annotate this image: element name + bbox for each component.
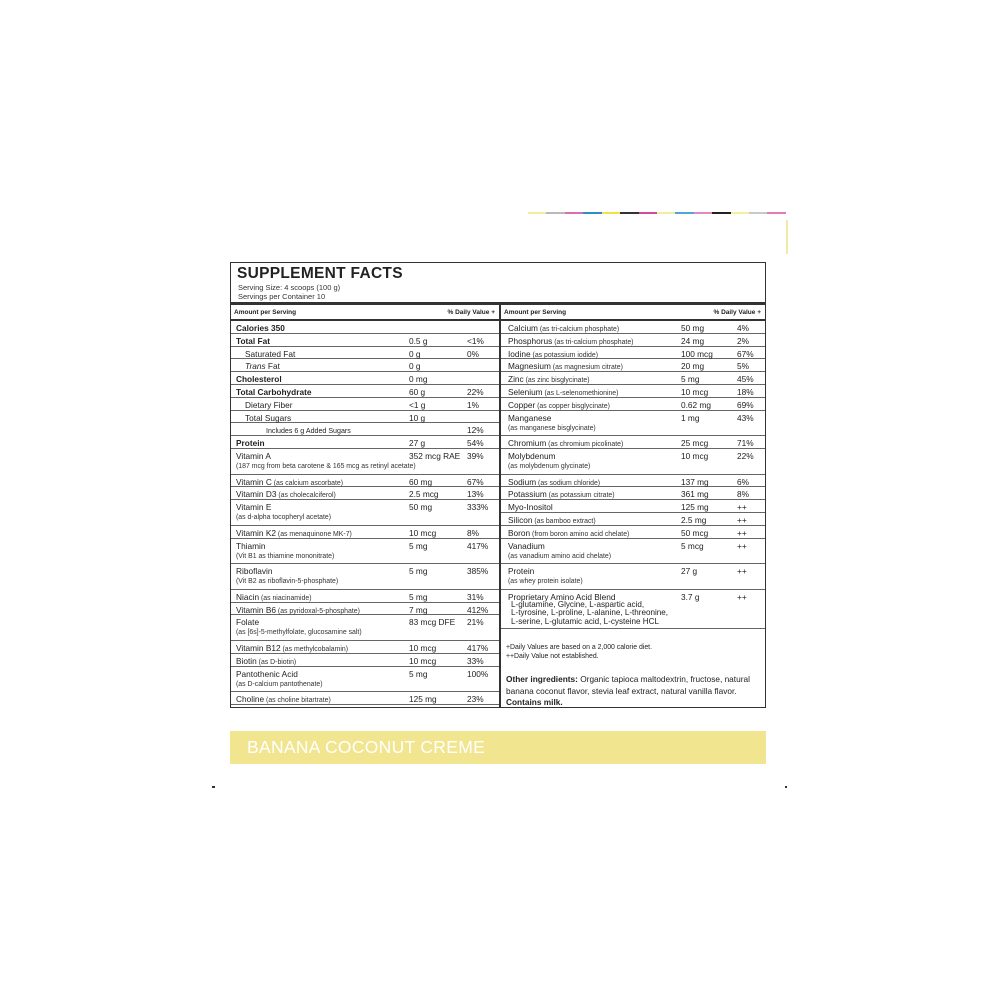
- nutrient-daily-value: 417%: [467, 540, 489, 551]
- nutrient-name: [236, 694, 331, 704]
- nutrient-daily-value: 67%: [467, 476, 484, 487]
- nutrient-source: (as cholecalciferol): [276, 492, 336, 500]
- nutrient-label: Magnesium: [508, 361, 551, 372]
- nutrient-row: [231, 321, 499, 334]
- nutrient-name: [236, 502, 271, 512]
- nutrient-label: Calcium: [508, 323, 538, 333]
- nutrient-name: [266, 425, 351, 435]
- nutrient-row: [231, 411, 499, 424]
- nutrient-amount: 5 mg: [681, 374, 700, 385]
- nutrient-amount: 27 g: [409, 438, 426, 449]
- nutrient-source: (as potassium iodide): [530, 351, 599, 359]
- nutrient-label: Vanadium: [508, 540, 545, 551]
- nutrient-daily-value: 8%: [467, 527, 479, 538]
- nutrient-row: [501, 372, 765, 385]
- nutrient-label: Pantothenic Acid: [236, 668, 298, 679]
- nutrient-label: Iodine: [508, 348, 531, 359]
- nutrient-label: Choline: [236, 694, 265, 705]
- nutrient-daily-value: 71%: [737, 438, 754, 449]
- nutrient-label: Chromium: [508, 438, 547, 449]
- nutrient-label: Phosphorus: [508, 335, 553, 346]
- nutrient-label: Manganese: [508, 412, 552, 423]
- nutrient-amount: 24 mg: [681, 335, 705, 346]
- nutrient-row: [501, 321, 765, 334]
- nutrient-source: (as L-selenomethionine): [542, 389, 619, 397]
- nutrient-source: (from boron amino acid chelate): [530, 530, 630, 538]
- nutrient-amount: 50 mg: [409, 502, 433, 513]
- nutrient-label: Proprietary Amino Acid Blend: [508, 591, 616, 602]
- flavor-name: BANANA COCONUT CREME: [247, 737, 486, 757]
- daily-value-notes: [506, 643, 764, 662]
- panel-title: SUPPLEMENT FACTS: [237, 265, 403, 282]
- nutrient-source: (as niacinamide): [259, 594, 312, 602]
- nutrient-source: (as manganese bisglycinate): [508, 424, 596, 432]
- nutrient-row: [231, 590, 499, 603]
- nutrient-amount: 2.5 mg: [681, 514, 707, 525]
- nutrient-source: (as potassium citrate): [546, 492, 615, 500]
- nutrient-source: (as methylcobalamin): [280, 645, 348, 653]
- nutrient-daily-value: 67%: [737, 348, 754, 359]
- nutrient-source: (as copper bisglycinate): [535, 402, 610, 410]
- nutrient-daily-value: 33%: [467, 655, 484, 666]
- flavor-banner: [230, 731, 766, 764]
- nutrient-name: [236, 323, 285, 333]
- nutrient-row: [501, 539, 765, 565]
- nutrient-row: [501, 436, 765, 449]
- amount-per-serving-label: Amount per Serving: [234, 309, 297, 316]
- nutrient-label: Molybdenum: [508, 450, 556, 461]
- blend-ingredient-line: L-serine, L-glutamic acid, L-cysteine HCL: [511, 616, 659, 626]
- nutrient-row: [231, 436, 499, 449]
- nutrient-label: Vitamin K2: [236, 527, 276, 538]
- nutrient-daily-value: 31%: [467, 591, 484, 602]
- nutrient-row: [231, 667, 499, 693]
- nutrient-amount: 5 mg: [409, 591, 428, 602]
- supplement-facts-panel: [230, 262, 766, 708]
- nutrient-amount: 100 mcg: [681, 348, 713, 359]
- nutrient-name: [236, 617, 259, 627]
- servings-per-container: Servings per Container 10: [238, 292, 326, 301]
- other-ingredients-text: Organic tapioca maltodextrin, fructose, natural banana coconut flavor, stevia leaf extract, natural vanilla flavor.: [506, 674, 750, 696]
- nutrient-amount: 10 mcg: [409, 642, 437, 653]
- nutrient-row: [231, 654, 499, 667]
- nutrient-label: Calories 350: [236, 323, 285, 333]
- nutrient-amount: 3.7 g: [681, 591, 700, 602]
- nutrient-row: [231, 423, 499, 436]
- nutrient-name: [236, 541, 266, 551]
- nutrient-daily-value: 13%: [467, 489, 484, 500]
- nutrient-name: [236, 656, 296, 666]
- nutrient-label-suffix: Fat: [265, 361, 280, 372]
- nutrient-name: [508, 477, 600, 487]
- nutrient-daily-value: <1%: [467, 335, 484, 346]
- nutrient-row: [501, 513, 765, 526]
- nutrient-daily-value: 39%: [467, 450, 484, 461]
- nutrient-source: (as chromium picolinate): [546, 441, 624, 449]
- right-nutrient-rows: [501, 321, 765, 629]
- nutrient-name: [236, 374, 282, 384]
- left-nutrient-rows: [231, 321, 499, 705]
- nutrient-amount: 50 mg: [681, 323, 705, 333]
- print-color-bar: [528, 212, 786, 214]
- nutrient-name: [508, 361, 623, 371]
- nutrient-amount: 125 mg: [681, 502, 709, 513]
- nutrient-daily-value: ++: [737, 514, 747, 525]
- nutrient-amount: 125 mg: [409, 694, 437, 705]
- nutrient-source: (as bamboo extract): [532, 517, 596, 525]
- nutrient-row: [231, 500, 499, 526]
- nutrient-amount: 0 g: [409, 348, 421, 359]
- daily-value-label: % Daily Value +: [713, 309, 761, 316]
- nutrient-row: [231, 449, 499, 475]
- nutrient-daily-value: ++: [737, 527, 747, 538]
- nutrient-amount: 20 mg: [681, 361, 705, 372]
- nutrient-row: [231, 692, 499, 705]
- nutrient-name: [245, 361, 280, 371]
- nutrient-label: Vitamin A: [236, 450, 271, 461]
- nutrient-row: [231, 347, 499, 360]
- nutrient-amount: 1 mg: [681, 412, 700, 423]
- nutrient-daily-value: 333%: [467, 502, 489, 513]
- right-column-header: [501, 305, 765, 319]
- crop-mark-left: [212, 786, 215, 788]
- nutrient-name: [508, 489, 615, 499]
- nutrient-row: [231, 475, 499, 488]
- nutrient-label: Saturated Fat: [245, 348, 296, 359]
- nutrient-name: [245, 413, 291, 423]
- nutrient-name: [508, 541, 545, 551]
- nutrient-amount: 0 g: [409, 361, 421, 372]
- nutrient-label: Vitamin C: [236, 476, 272, 487]
- other-ingredients-label: Other ingredients:: [506, 674, 578, 684]
- nutrient-name: [508, 528, 629, 538]
- nutrient-amount: 10 mcg: [681, 450, 709, 461]
- print-guide-line: [786, 220, 788, 254]
- nutrient-label: Total Fat: [236, 335, 270, 346]
- nutrient-label: Thiamin: [236, 540, 266, 551]
- nutrient-row: [231, 641, 499, 654]
- nutrient-row: [231, 372, 499, 385]
- nutrient-amount: 10 mcg: [681, 386, 709, 397]
- nutrient-name: [236, 336, 270, 346]
- nutrient-name: [508, 502, 553, 512]
- nutrient-daily-value: ++: [737, 540, 747, 551]
- nutrient-source: (as [6s]-5-methylfolate, glucosamine salt): [236, 629, 362, 637]
- nutrient-name: [508, 515, 596, 525]
- nutrient-daily-value: 5%: [737, 361, 749, 372]
- nutrient-amount: 60 mg: [409, 476, 433, 487]
- nutrient-daily-value: ++: [737, 591, 747, 602]
- nutrient-source: (as pyridoxal-5-phosphate): [275, 607, 360, 615]
- nutrient-source: (187 mcg from beta carotene & 165 mcg as retinyl acetate): [236, 462, 416, 470]
- nutrient-daily-value: 2%: [737, 335, 749, 346]
- nutrient-row: [231, 564, 499, 590]
- crop-mark-right: [785, 786, 787, 788]
- daily-value-note: +Daily Values are based on a 2,000 calorie diet.: [506, 644, 653, 651]
- nutrient-daily-value: 54%: [467, 438, 484, 449]
- nutrient-row: [501, 526, 765, 539]
- nutrient-source: (as whey protein isolate): [508, 578, 583, 586]
- nutrient-name: [236, 451, 271, 461]
- nutrient-row: [501, 475, 765, 488]
- nutrient-source: (as d-alpha tocopheryl acetate): [236, 514, 331, 522]
- nutrient-amount: 25 mcg: [681, 438, 709, 449]
- nutrient-amount: 2.5 mcg: [409, 489, 439, 500]
- nutrient-amount: 83 mcg DFE: [409, 617, 456, 628]
- nutrient-row: [501, 590, 765, 629]
- nutrient-source: (as menaquinone MK-7): [275, 530, 352, 538]
- nutrient-amount: 5 mg: [409, 566, 428, 577]
- nutrient-row: [231, 385, 499, 398]
- nutrient-amount: 60 g: [409, 386, 426, 397]
- nutrient-label: Vitamin B6: [236, 604, 276, 615]
- nutrient-source: (as molybdenum glycinate): [508, 462, 591, 470]
- nutrient-amount: 10 mcg: [409, 655, 437, 666]
- nutrient-amount: 27 g: [681, 566, 698, 577]
- nutrient-amount: 10 g: [409, 412, 426, 423]
- nutrient-label: Vitamin D3: [236, 489, 277, 500]
- other-ingredients: [506, 674, 764, 709]
- nutrient-label: Vitamin E: [236, 502, 272, 513]
- nutrient-label: Includes 6 g Added Sugars: [266, 427, 351, 436]
- nutrient-amount: 5 mg: [409, 540, 428, 551]
- nutrient-row: [231, 398, 499, 411]
- nutrient-label: Dietary Fiber: [245, 399, 293, 410]
- nutrient-label: Protein: [508, 566, 535, 577]
- nutrient-row: [231, 539, 499, 565]
- nutrient-name: [236, 592, 312, 602]
- nutrient-label: Cholesterol: [236, 374, 282, 385]
- nutrient-name: [245, 400, 293, 410]
- nutrient-daily-value: 6%: [737, 476, 749, 487]
- nutrient-daily-value: 12%: [467, 425, 484, 436]
- nutrient-daily-value: 385%: [467, 566, 489, 577]
- nutrient-label: Silicon: [508, 514, 533, 525]
- nutrient-label: Trans: [245, 361, 266, 372]
- nutrient-row: [501, 359, 765, 372]
- nutrient-label: Zinc: [508, 374, 524, 385]
- blend-ingredient-line: L-glutamine, Glycine, L-aspartic acid,: [511, 599, 645, 609]
- nutrient-label: Total Carbohydrate: [236, 386, 312, 397]
- nutrient-amount: 137 mg: [681, 476, 709, 487]
- nutrient-amount: 50 mcg: [681, 527, 709, 538]
- nutrient-amount: <1 g: [409, 399, 426, 410]
- nutrient-row: [231, 526, 499, 539]
- nutrient-source: (as tri-calcium phosphate): [537, 326, 620, 333]
- nutrient-label: Biotin: [236, 655, 257, 666]
- nutrient-label: Potassium: [508, 489, 547, 500]
- nutrient-daily-value: 43%: [737, 412, 754, 423]
- nutrient-amount: 10 mcg: [409, 527, 437, 538]
- nutrient-source: (as D-biotin): [256, 658, 297, 666]
- nutrient-row: [501, 334, 765, 347]
- nutrient-name: [245, 349, 295, 359]
- nutrient-row: [501, 500, 765, 513]
- nutrient-amount: 0.62 mg: [681, 399, 711, 410]
- nutrient-row: [501, 564, 765, 590]
- nutrient-name: [236, 489, 336, 499]
- nutrient-name: [236, 605, 360, 615]
- daily-value-label: % Daily Value +: [447, 309, 495, 316]
- nutrient-label: Copper: [508, 399, 536, 410]
- nutrient-label: Myo-Inositol: [508, 502, 553, 513]
- serving-size: Serving Size: 4 scoops (100 g): [238, 283, 341, 292]
- nutrient-name: [508, 387, 618, 397]
- nutrient-row: [231, 359, 499, 372]
- amino-acid-blend-list: [511, 601, 668, 627]
- blend-ingredient-line: L-tyrosine, L-proline, L-alanine, L-threonine,: [511, 608, 669, 618]
- nutrient-daily-value: 22%: [737, 450, 754, 461]
- nutrient-source: (as calcium ascorbate): [271, 479, 344, 487]
- nutrient-name: [236, 438, 265, 448]
- nutrient-daily-value: 4%: [737, 323, 749, 333]
- nutrient-amount: 352 mcg RAE: [409, 450, 461, 461]
- nutrient-name: [508, 566, 534, 576]
- nutrient-label: Boron: [508, 527, 531, 538]
- nutrient-label: Folate: [236, 617, 260, 628]
- allergen-statement: Contains milk.: [506, 697, 563, 708]
- nutrient-name: [236, 566, 272, 576]
- nutrient-daily-value: 100%: [467, 668, 489, 679]
- nutrient-row: [501, 398, 765, 411]
- nutrient-name: [236, 477, 343, 487]
- nutrient-label: Selenium: [508, 386, 543, 397]
- nutrient-row: [501, 487, 765, 500]
- nutrient-label: Niacin: [236, 591, 260, 602]
- nutrient-name: [508, 336, 633, 346]
- nutrient-daily-value: 18%: [737, 386, 754, 397]
- daily-value-not-established-note: ++Daily Value not established.: [506, 653, 599, 661]
- nutrient-name: [508, 413, 551, 423]
- nutrient-amount: 5 mcg: [681, 540, 704, 551]
- nutrient-daily-value: ++: [737, 502, 747, 513]
- nutrient-daily-value: 69%: [737, 399, 754, 410]
- nutrient-name: [508, 374, 590, 384]
- nutrient-row: [231, 487, 499, 500]
- nutrient-source: (as magnesium citrate): [550, 364, 623, 372]
- nutrient-amount: 7 mg: [409, 604, 428, 615]
- nutrient-daily-value: 8%: [737, 489, 749, 500]
- nutrient-name: [508, 349, 598, 359]
- nutrient-daily-value: 45%: [737, 374, 754, 385]
- nutrient-daily-value: 21%: [467, 617, 484, 628]
- nutrient-row: [231, 334, 499, 347]
- nutrient-amount: 0 mg: [409, 374, 428, 385]
- nutrient-name: [236, 643, 348, 653]
- nutrient-row: [501, 385, 765, 398]
- nutrient-name: [236, 528, 352, 538]
- amount-per-serving-label: Amount per Serving: [504, 309, 567, 316]
- nutrient-daily-value: ++: [737, 566, 747, 577]
- nutrient-daily-value: 417%: [467, 642, 489, 653]
- nutrient-label: Riboflavin: [236, 566, 273, 577]
- nutrient-name: [236, 669, 298, 679]
- nutrient-daily-value: 23%: [467, 694, 484, 705]
- nutrient-label: Protein: [236, 438, 265, 449]
- nutrient-source: (as tri-calcium phosphate): [552, 338, 634, 346]
- nutrient-amount: 361 mg: [681, 489, 709, 500]
- nutrient-daily-value: 1%: [467, 399, 479, 410]
- nutrient-row: [501, 347, 765, 360]
- nutrient-row: [501, 411, 765, 437]
- nutrient-row: [231, 615, 499, 641]
- nutrient-daily-value: 412%: [467, 604, 489, 615]
- nutrient-name: [236, 387, 311, 397]
- nutrient-source: (Vit B1 as thiamine mononitrate): [236, 552, 335, 560]
- nutrient-source: (Vit B2 as riboflavin-5-phosphate): [236, 578, 339, 586]
- nutrient-name: [508, 451, 556, 461]
- nutrient-amount: 0.5 g: [409, 335, 428, 346]
- nutrient-source: (as D-calcium pantothenate): [236, 680, 323, 688]
- nutrient-source: (as vanadium amino acid chelate): [508, 552, 612, 560]
- nutrient-amount: 5 mg: [409, 668, 428, 679]
- nutrient-row: [501, 449, 765, 475]
- nutrient-row: [231, 603, 499, 616]
- nutrient-source: (as zinc bisglycinate): [523, 377, 590, 385]
- nutrient-source: (as choline bitartrate): [264, 697, 331, 705]
- nutrient-name: [508, 400, 610, 410]
- left-column-header: [231, 305, 499, 319]
- nutrient-label: Sodium: [508, 476, 537, 487]
- nutrient-label: Vitamin B12: [236, 642, 281, 653]
- nutrient-source: (as sodium chloride): [536, 479, 601, 487]
- nutrient-name: [508, 323, 619, 333]
- nutrient-daily-value: 0%: [467, 348, 479, 359]
- nutrient-name: [508, 438, 623, 448]
- nutrient-label: Total Sugars: [245, 412, 292, 423]
- nutrient-daily-value: 22%: [467, 386, 484, 397]
